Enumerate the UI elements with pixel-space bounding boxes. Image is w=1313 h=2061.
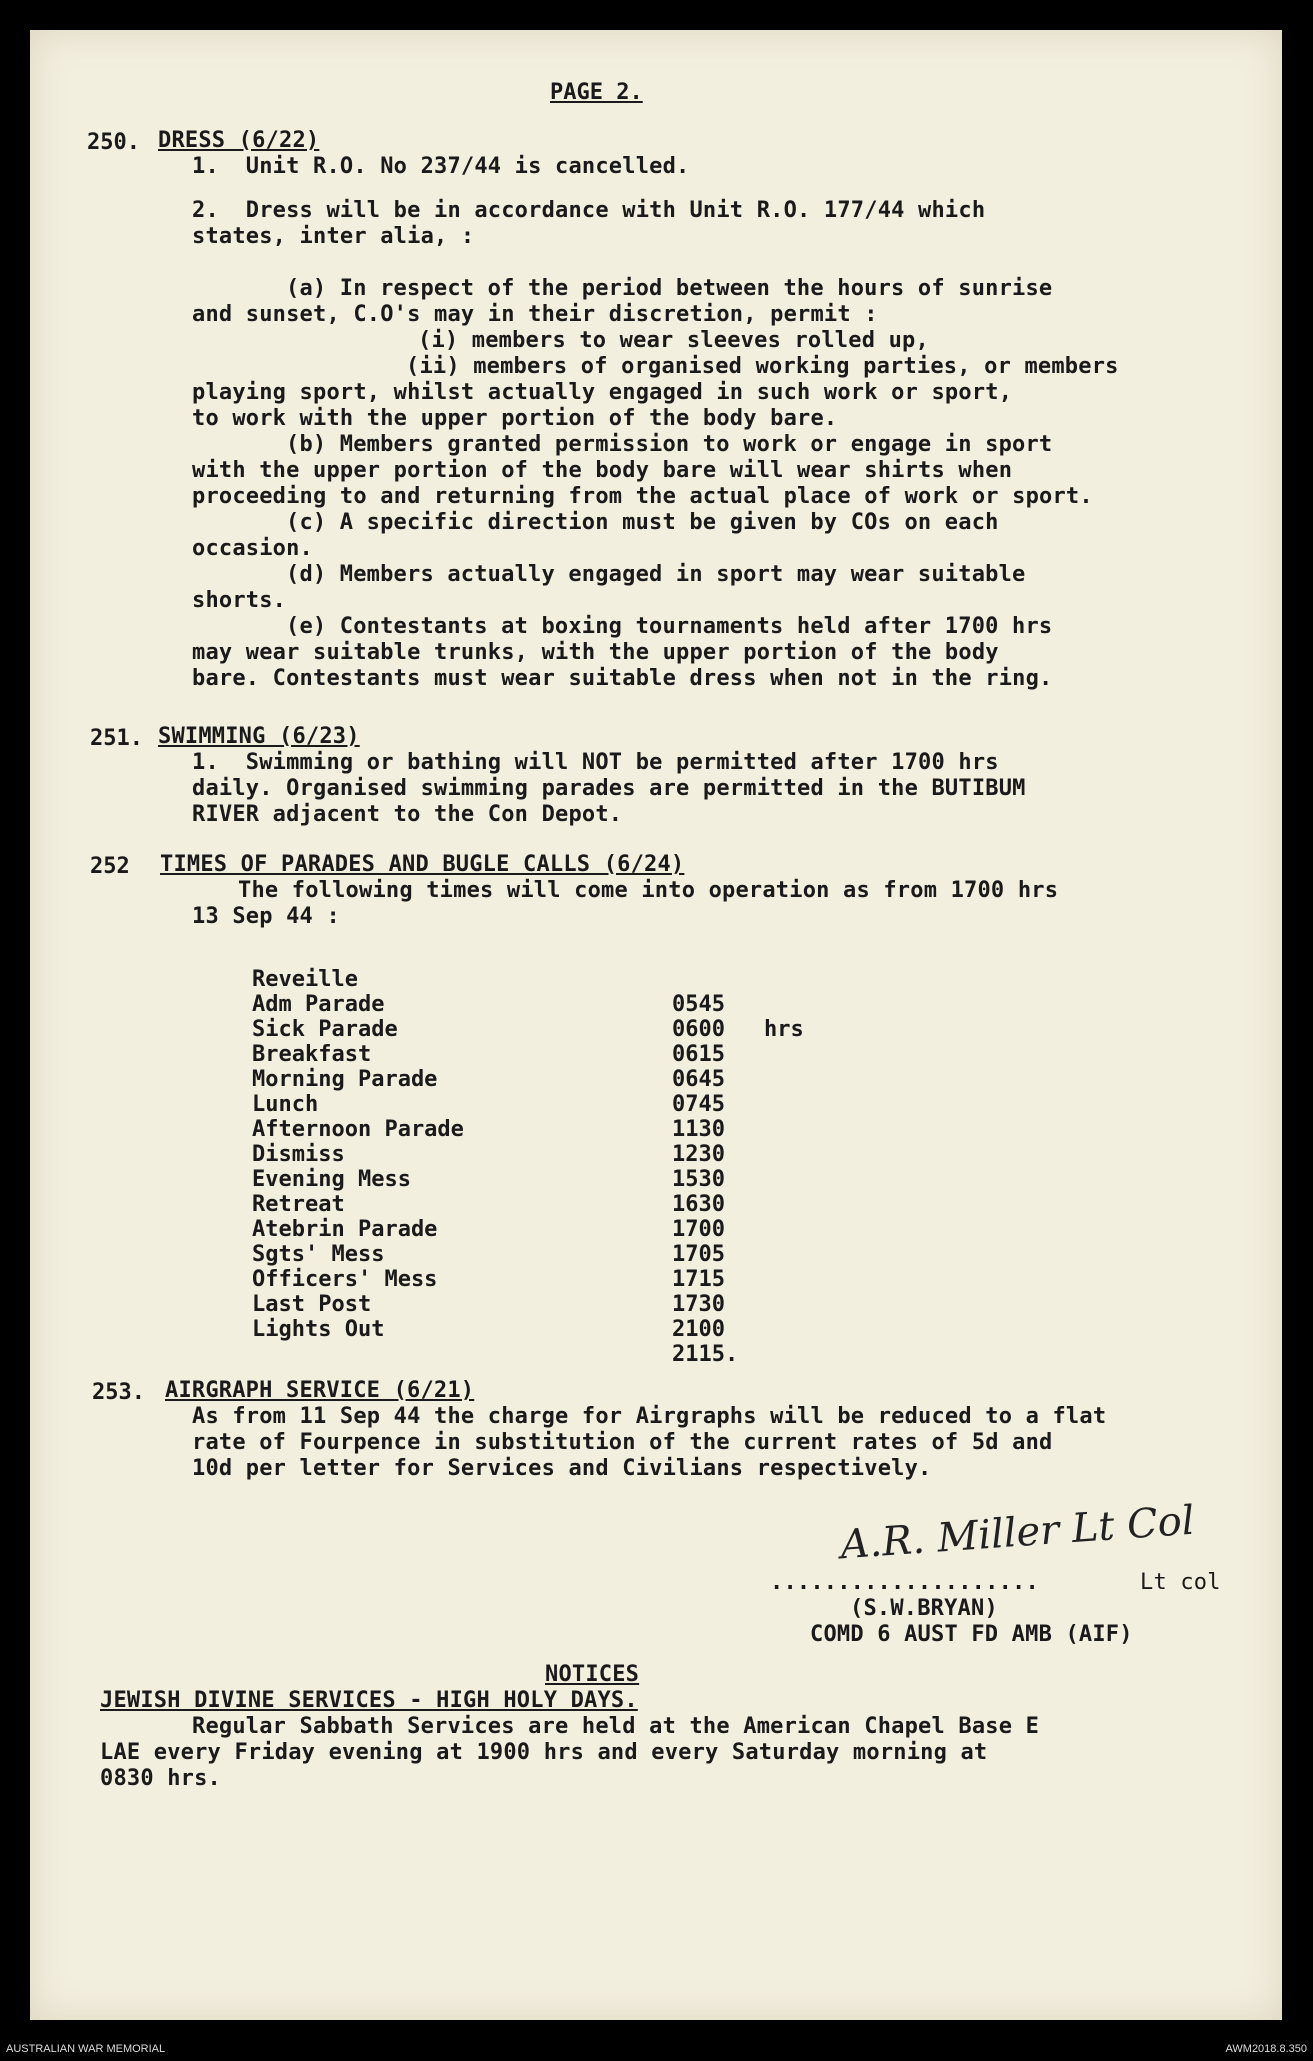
call-name: Morning Parade (252, 1067, 438, 1092)
call-name: Officers' Mess (252, 1267, 438, 1292)
bugle-calls-table (252, 942, 804, 1367)
notices-heading: NOTICES (545, 1662, 640, 1687)
para-251-line: 1. Swimming or bathing will NOT be permitted after 1700 hrs (192, 750, 999, 775)
call-name: Breakfast (252, 1042, 372, 1067)
call-name: Sick Parade (252, 1017, 398, 1042)
call-time: 0645 (672, 1067, 725, 1092)
para-250-line: (b) Members granted permission to work or engage in sport (286, 432, 1053, 457)
para-250-line: may wear suitable trunks, with the upper portion of the body (192, 640, 999, 665)
call-time: 1530 (672, 1167, 725, 1192)
para-250-line: (c) A specific direction must be given by COs on each (286, 510, 999, 535)
para-252-line: The following times will come into operation as from 1700 hrs (238, 878, 1059, 903)
para-253-number: 253. (92, 1380, 145, 1405)
footer-credit: AUSTRALIAN WAR MEMORIAL (6, 2043, 166, 2055)
para-250-line: proceeding to and returning from the actual place of work or sport. (192, 484, 1093, 509)
call-time: 2100 (672, 1317, 725, 1342)
call-time: 1700 (672, 1217, 725, 1242)
call-name: Evening Mess (252, 1167, 411, 1192)
para-250-line: (d) Members actually engaged in sport may wear suitable (286, 562, 1026, 587)
signature-name: (S.W.BRYAN) (850, 1596, 998, 1621)
notices-subheading: JEWISH DIVINE SERVICES - HIGH HOLY DAYS. (100, 1688, 638, 1713)
para-250-line: 2. Dress will be in accordance with Unit R.O. 177/44 which (192, 198, 986, 223)
para-252-number: 252 (90, 854, 130, 879)
para-253-heading: AIRGRAPH SERVICE (6/21) (165, 1378, 475, 1403)
para-250-line: shorts. (192, 588, 287, 613)
call-name: Retreat (252, 1192, 345, 1217)
signature-rank: Lt col (1140, 1570, 1221, 1595)
para-250-line: to work with the upper portion of the body bare. (192, 406, 838, 431)
call-name: Atebrin Parade (252, 1217, 438, 1242)
para-251-line: RIVER adjacent to the Con Depot. (192, 802, 623, 827)
para-250-line: (e) Contestants at boxing tournaments held after 1700 hrs (286, 614, 1053, 639)
para-250-line: (i) members to wear sleeves rolled up, (418, 328, 929, 353)
para-250-heading: DRESS (6/22) (158, 128, 320, 153)
notices-line: 0830 hrs. (100, 1766, 222, 1791)
call-name: Lights Out (252, 1317, 385, 1342)
signature-dots: .................... (770, 1570, 1039, 1595)
para-250-line: states, inter alia, : (192, 224, 475, 249)
call-name: Adm Parade (252, 992, 385, 1017)
para-250-line: occasion. (192, 536, 314, 561)
para-251-number: 251. (90, 726, 143, 751)
signature-title: COMD 6 AUST FD AMB (AIF) (810, 1622, 1133, 1647)
call-time: 2115. (672, 1342, 739, 1367)
call-time: 0745 (672, 1092, 725, 1117)
call-name: Last Post (252, 1292, 372, 1317)
para-250-number: 250. (87, 130, 140, 155)
call-time: 0615 (672, 1042, 725, 1067)
call-time: 1715 (672, 1267, 725, 1292)
para-253-line: 10d per letter for Services and Civilians respectively. (192, 1456, 932, 1481)
call-time: 0600 (672, 1017, 725, 1042)
time-unit: hrs (764, 1017, 804, 1042)
para-250-line: (a) In respect of the period between the hours of sunrise (286, 276, 1053, 301)
call-time: 1730 (672, 1292, 725, 1317)
para-250-line: and sunset, C.O's may in their discretion, permit : (192, 302, 878, 327)
notices-line: Regular Sabbath Services are held at the American Chapel Base E (192, 1714, 1040, 1739)
call-time: 1630 (672, 1192, 725, 1217)
para-252-heading: TIMES OF PARADES AND BUGLE CALLS (6/24) (160, 852, 685, 877)
call-name: Sgts' Mess (252, 1242, 385, 1267)
call-name: Afternoon Parade (252, 1117, 464, 1142)
para-251-line: daily. Organised swimming parades are permitted in the BUTIBUM (192, 776, 1026, 801)
call-time: 1705 (672, 1242, 725, 1267)
call-time: 1130 (672, 1117, 725, 1142)
para-250-line: (ii) members of organised working parties, or members (406, 354, 1119, 379)
para-253-line: As from 11 Sep 44 the charge for Airgraphs will be reduced to a flat (192, 1404, 1107, 1429)
call-name: Reveille (252, 967, 358, 992)
document-page (30, 30, 1282, 2020)
para-251-heading: SWIMMING (6/23) (158, 724, 360, 749)
handwritten-signature: A.R. Miller Lt Col (838, 1497, 1197, 1569)
footer-accession-number: AWM2018.8.350 (1225, 2043, 1307, 2055)
para-250-line: playing sport, whilst actually engaged in such work or sport, (192, 380, 1013, 405)
notices-line: LAE every Friday evening at 1900 hrs and every Saturday morning at (100, 1740, 988, 1765)
call-time: 1230 (672, 1142, 725, 1167)
call-name: Dismiss (252, 1142, 345, 1167)
para-250-line: 1. Unit R.O. No 237/44 is cancelled. (192, 154, 690, 179)
call-name: Lunch (252, 1092, 319, 1117)
page-title: PAGE 2. (550, 80, 643, 105)
para-253-line: rate of Fourpence in substitution of the current rates of 5d and (192, 1430, 1053, 1455)
para-250-line: bare. Contestants must wear suitable dress when not in the ring. (192, 666, 1053, 691)
para-250-line: with the upper portion of the body bare will wear shirts when (192, 458, 1013, 483)
call-time: 0545 (672, 992, 725, 1017)
para-252-line: 13 Sep 44 : (192, 904, 340, 929)
